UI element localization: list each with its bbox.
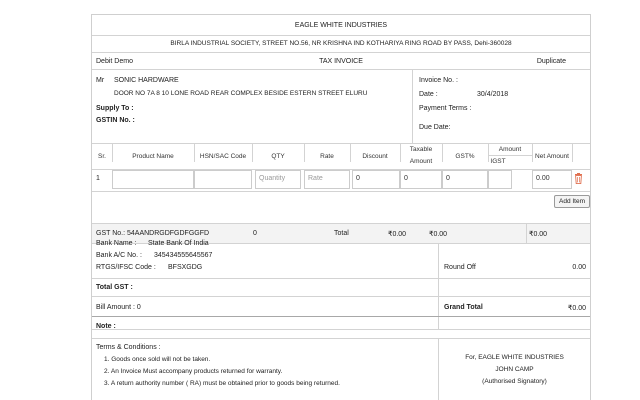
add-item-button[interactable]: Add Item xyxy=(554,195,590,208)
payment-terms-label: Payment Terms : xyxy=(419,105,472,112)
tax-invoice-title: TAX INVOICE xyxy=(319,58,363,65)
gst-percent-input[interactable]: 0 xyxy=(442,170,488,189)
ifsc-label: RTGS/IFSC Code : xyxy=(96,264,156,271)
company-name: EAGLE WHITE INDUSTRIES xyxy=(294,22,388,29)
col-net-amount: Net Amount xyxy=(535,153,569,160)
terms-item: 2. An Invoice Must accompany products returned for warranty. xyxy=(104,368,283,375)
quantity-input[interactable]: Quantity xyxy=(255,170,301,189)
bank-name-label: Bank Name : xyxy=(96,240,137,247)
invoice-sheet xyxy=(91,14,591,400)
taxable-amount-input[interactable]: 0 xyxy=(400,170,442,189)
due-date-label: Due Date: xyxy=(419,124,451,131)
total-value-1: ₹0.00 xyxy=(388,231,407,238)
terms-item: 1. Goods once sold will not be taken. xyxy=(104,356,211,363)
trash-icon[interactable] xyxy=(574,173,583,184)
col-taxable-line2: Amount xyxy=(409,158,433,165)
total-gst-label: Total GST : xyxy=(96,284,133,291)
gst-no-label: GST No.: 54AANDRGDFGDFGGFD xyxy=(96,230,210,237)
grand-total-label: Grand Total xyxy=(444,304,483,311)
date-value[interactable]: 30/4/2018 xyxy=(477,91,509,98)
gst-zero-value: 0 xyxy=(253,230,257,237)
gstin-label: GSTIN No. : xyxy=(96,117,135,124)
terms-title: Terms & Conditions : xyxy=(96,344,161,351)
col-hsn-code: HSN/SAC Code xyxy=(199,153,247,160)
rate-input[interactable]: Rate xyxy=(304,170,350,189)
company-address: BIRLA INDUSTRIAL SOCIETY, STREET NO.56, NR KRISHNA IND KOTHARIYA RING ROAD BY PASS, Dehi-360028 xyxy=(170,40,512,47)
debit-demo-label: Debit Demo xyxy=(96,58,133,65)
total-value-3: ₹0.00 xyxy=(529,231,548,238)
col-gst-percent: GST% xyxy=(455,153,475,160)
total-value-2: ₹0.00 xyxy=(429,231,448,238)
hsn-code-input[interactable] xyxy=(194,170,252,189)
col-taxable-line1: Taxable xyxy=(409,146,433,153)
discount-input[interactable]: 0 xyxy=(352,170,400,189)
signature-company: For, EAGLE WHITE INDUSTRIES xyxy=(465,354,564,361)
duplicate-label: Duplicate xyxy=(536,58,566,65)
bank-ac-value: 345434555645567 xyxy=(154,252,213,259)
bill-amount-label: Bill Amount : 0 xyxy=(96,304,141,311)
round-off-value: 0.00 xyxy=(572,264,586,271)
col-discount: Discount xyxy=(362,153,388,160)
terms-item: 3. A return authority number ( RA) must be obtained prior to goods being returned. xyxy=(104,380,340,387)
col-qty: QTY xyxy=(271,153,285,160)
bank-name-value: State Bank Of India xyxy=(148,240,209,247)
bank-ac-label: Bank A/C No. : xyxy=(96,252,142,259)
product-name-input[interactable] xyxy=(112,170,194,189)
round-off-label: Round Off xyxy=(444,264,476,271)
col-rate: Rate xyxy=(320,153,334,160)
col-product-name: Product Name xyxy=(132,153,174,160)
note-label: Note : xyxy=(96,323,116,330)
customer-prefix: Mr xyxy=(96,77,105,84)
net-amount-input[interactable]: 0.00 xyxy=(532,170,572,189)
date-label: Date : xyxy=(419,91,438,98)
row-sr: 1 xyxy=(96,175,100,182)
total-label: Total xyxy=(334,230,349,237)
col-igst: IGST xyxy=(490,158,506,165)
supply-to-label: Supply To : xyxy=(96,105,134,112)
signature-name: JOHN CAMP xyxy=(495,366,534,373)
col-sr: Sr. xyxy=(98,153,106,160)
signature-role: (Authorised Signatory) xyxy=(482,378,547,385)
customer-address: DOOR NO 7A 8 10 LONE ROAD REAR COMPLEX BESIDE ESTERN STREET ELURU xyxy=(114,90,368,97)
grand-total-value: ₹0.00 xyxy=(567,305,586,312)
col-amount: Amount xyxy=(498,146,522,153)
invoice-no-label: Invoice No. : xyxy=(419,77,458,84)
customer-name: SONIC HARDWARE xyxy=(114,77,179,84)
igst-input[interactable] xyxy=(488,170,512,189)
ifsc-value: BFSXGDG xyxy=(168,264,203,271)
